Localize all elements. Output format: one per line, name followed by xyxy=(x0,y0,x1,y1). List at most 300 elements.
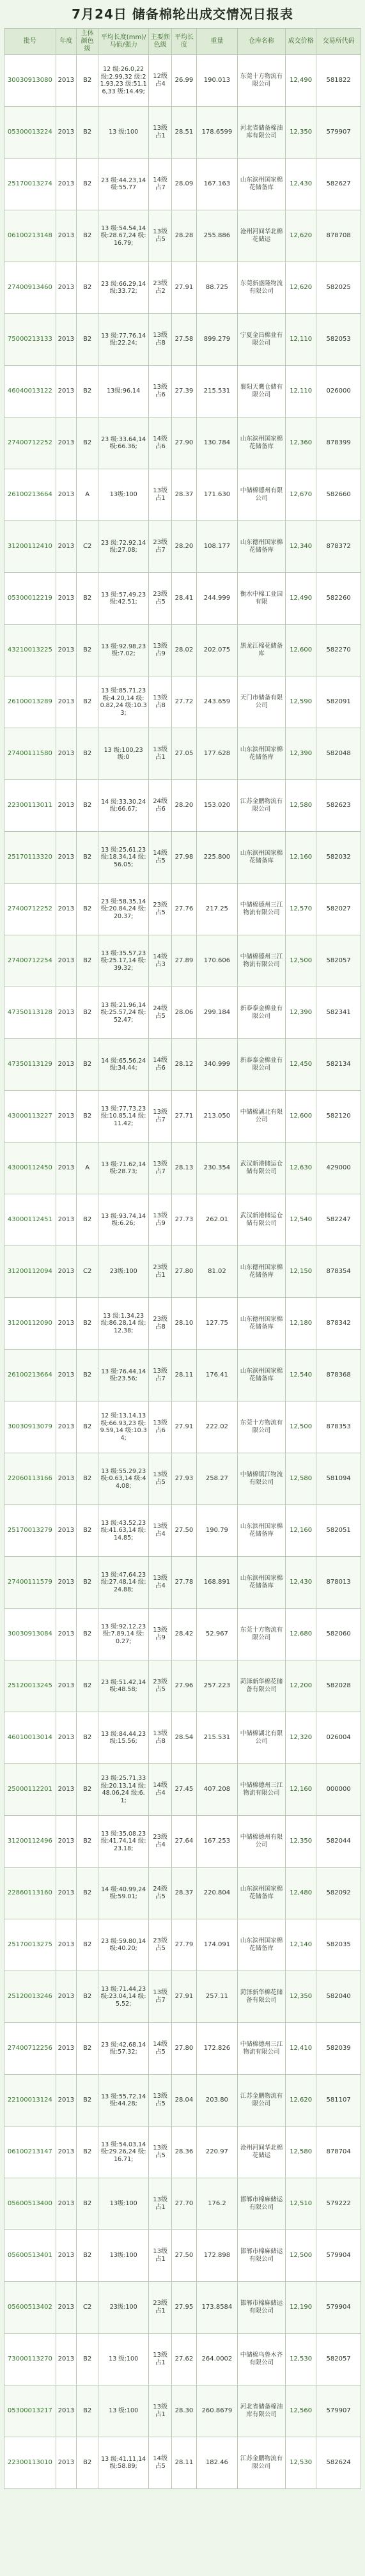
exchange-code-cell: 582053 xyxy=(316,314,361,366)
warehouse-cell: 中储棉镇江物流有限公司 xyxy=(238,1453,286,1505)
color-grade-cell: B2 xyxy=(77,2075,98,2127)
weight-cell: 167.163 xyxy=(196,159,238,210)
table-row xyxy=(4,780,361,832)
color-grade-cell: B2 xyxy=(77,1660,98,1712)
grade-breakdown-cell: 13 级:43.52,23 级:41.63,14 级:14.85; xyxy=(98,1505,149,1557)
exchange-code-cell: 582341 xyxy=(316,987,361,1039)
weight-cell: 257.223 xyxy=(196,1660,238,1712)
lot-number-cell: 26100213664 xyxy=(4,469,56,521)
weight-cell: 171.630 xyxy=(196,469,238,521)
table-row xyxy=(4,159,361,210)
warehouse-cell: 黑龙江棉花储备库 xyxy=(238,625,286,676)
exchange-code-cell: 581107 xyxy=(316,2075,361,2127)
year-cell: 2013 xyxy=(56,1660,76,1712)
grade-breakdown-cell: 13 级:77.73,23 级:10.85,14 级:11.42; xyxy=(98,1091,149,1143)
color-grade-cell: B2 xyxy=(77,2178,98,2230)
price-cell: 12,540 xyxy=(285,1194,316,1246)
main-grade-cell: 13级占5 xyxy=(149,2075,172,2127)
color-grade-cell: B2 xyxy=(77,2334,98,2385)
lot-number-cell: 22060113166 xyxy=(4,1453,56,1505)
table-row xyxy=(4,1816,361,1868)
exchange-code-cell: 878013 xyxy=(316,1557,361,1609)
price-cell: 12,160 xyxy=(285,832,316,884)
lot-number-cell: 25170013275 xyxy=(4,1919,56,1971)
table-row xyxy=(4,1453,361,1505)
header-cell: 重量 xyxy=(196,29,238,55)
weight-cell: 177.628 xyxy=(196,728,238,780)
lot-number-cell: 25120013246 xyxy=(4,1971,56,2023)
table-row xyxy=(4,2282,361,2334)
header-cell: 主要颜色级 xyxy=(149,29,172,55)
main-grade-cell: 23级占1 xyxy=(149,1246,172,1298)
table-row xyxy=(4,469,361,521)
warehouse-cell: 山东滨州国家棉花储备库 xyxy=(238,728,286,780)
price-cell: 12,110 xyxy=(285,314,316,366)
avg-length-cell: 27.93 xyxy=(172,1453,196,1505)
color-grade-cell: B2 xyxy=(77,625,98,676)
year-cell: 2013 xyxy=(56,1091,76,1143)
exchange-code-cell: 579904 xyxy=(316,2230,361,2282)
weight-cell: 899.279 xyxy=(196,314,238,366)
exchange-code-cell: 582044 xyxy=(316,1816,361,1868)
grade-breakdown-cell: 13 级:71.62,14 级:28.73; xyxy=(98,1143,149,1194)
main-grade-cell: 13级占4 xyxy=(149,1557,172,1609)
grade-breakdown-cell: 13 级:41.11,14 级:58.89; xyxy=(98,2437,149,2489)
lot-number-cell: 47350113128 xyxy=(4,987,56,1039)
warehouse-cell: 宁夏金昌棉业有限公司 xyxy=(238,314,286,366)
price-cell: 12,570 xyxy=(285,884,316,935)
lot-number-cell: 30030913084 xyxy=(4,1609,56,1660)
grade-breakdown-cell: 13 级:71.44,23 级:23.04,14 级:5.52; xyxy=(98,1971,149,2023)
page-title: 7月24日 储备棉轮出成交情况日报表 xyxy=(72,6,293,22)
main-grade-cell: 13级占8 xyxy=(149,676,172,728)
warehouse-cell: 邯郸市棉麻储运有限公司 xyxy=(238,2230,286,2282)
exchange-code-cell: 582060 xyxy=(316,1609,361,1660)
price-cell: 12,540 xyxy=(285,1350,316,1401)
warehouse-cell: 山东德州国家棉花储备库 xyxy=(238,1298,286,1350)
header-cell: 平均长度 xyxy=(172,29,196,55)
year-cell: 2013 xyxy=(56,728,76,780)
warehouse-cell: 山东德州国家棉花储备库 xyxy=(238,1246,286,1298)
lot-number-cell: 30030913079 xyxy=(4,1401,56,1453)
table-row xyxy=(4,832,361,884)
main-grade-cell: 14级占5 xyxy=(149,832,172,884)
exchange-code-cell: 429000 xyxy=(316,1143,361,1194)
exchange-code-cell: 000000 xyxy=(316,1764,361,1816)
lot-number-cell: 43000113227 xyxy=(4,1091,56,1143)
avg-length-cell: 27.90 xyxy=(172,418,196,469)
price-cell: 12,430 xyxy=(285,1557,316,1609)
grade-breakdown-cell: 13 级:35.08,23 级:41.74,14 级:23.18; xyxy=(98,1816,149,1868)
price-cell: 12,620 xyxy=(285,210,316,262)
main-grade-cell: 13级占1 xyxy=(149,728,172,780)
price-cell: 12,530 xyxy=(285,2334,316,2385)
warehouse-cell: 江苏金鹏物流有限公司 xyxy=(238,2437,286,2489)
lot-number-cell: 27400712254 xyxy=(4,935,56,987)
table-row xyxy=(4,2334,361,2385)
weight-cell: 203.80 xyxy=(196,2075,238,2127)
year-cell: 2013 xyxy=(56,1143,76,1194)
warehouse-cell: 衡水中棉工业园有限 xyxy=(238,573,286,625)
table-row xyxy=(4,1350,361,1401)
table-row xyxy=(4,418,361,469)
table-row xyxy=(4,676,361,728)
table-body xyxy=(4,55,361,2489)
grade-breakdown-cell: 13级:96.14 xyxy=(98,366,149,418)
lot-number-cell: 27400712256 xyxy=(4,2023,56,2075)
lot-number-cell: 27400111580 xyxy=(4,728,56,780)
color-grade-cell: B2 xyxy=(77,676,98,728)
exchange-code-cell: 582032 xyxy=(316,832,361,884)
avg-length-cell: 28.06 xyxy=(172,987,196,1039)
price-cell: 12,390 xyxy=(285,987,316,1039)
lot-number-cell: 26100013289 xyxy=(4,676,56,728)
lot-number-cell: 22300113010 xyxy=(4,2437,56,2489)
avg-length-cell: 28.20 xyxy=(172,521,196,573)
exchange-code-cell: 582092 xyxy=(316,1868,361,1919)
grade-breakdown-cell: 13 级:93.74,14 级:6.26; xyxy=(98,1194,149,1246)
color-grade-cell: B2 xyxy=(77,262,98,314)
exchange-code-cell: 579907 xyxy=(316,2385,361,2437)
main-grade-cell: 13级占7 xyxy=(149,1091,172,1143)
price-cell: 12,500 xyxy=(285,935,316,987)
avg-length-cell: 27.72 xyxy=(172,676,196,728)
year-cell: 2013 xyxy=(56,2437,76,2489)
price-cell: 12,450 xyxy=(285,1039,316,1091)
price-cell: 12,500 xyxy=(285,2230,316,2282)
warehouse-cell: 中储棉德州有限公司 xyxy=(238,469,286,521)
table-row xyxy=(4,1039,361,1091)
price-cell: 12,140 xyxy=(285,1919,316,1971)
avg-length-cell: 27.89 xyxy=(172,935,196,987)
price-cell: 12,600 xyxy=(285,625,316,676)
price-cell: 12,490 xyxy=(285,573,316,625)
price-cell: 12,510 xyxy=(285,2178,316,2230)
avg-length-cell: 28.04 xyxy=(172,2075,196,2127)
table-row xyxy=(4,2023,361,2075)
main-grade-cell: 13级占9 xyxy=(149,625,172,676)
lot-number-cell: 27400712252 xyxy=(4,418,56,469)
warehouse-cell: 中储棉湖北有限公司 xyxy=(238,1712,286,1764)
lot-number-cell: 05600513400 xyxy=(4,2178,56,2230)
exchange-code-cell: 582057 xyxy=(316,935,361,987)
avg-length-cell: 28.36 xyxy=(172,2127,196,2178)
year-cell: 2013 xyxy=(56,159,76,210)
color-grade-cell: B2 xyxy=(77,935,98,987)
weight-cell: 215.531 xyxy=(196,1712,238,1764)
table-row xyxy=(4,2075,361,2127)
grade-breakdown-cell: 13 级:92.12,23 级:7.89,14 级:0.27; xyxy=(98,1609,149,1660)
year-cell: 2013 xyxy=(56,573,76,625)
lot-number-cell: 22860113160 xyxy=(4,1868,56,1919)
avg-length-cell: 27.58 xyxy=(172,314,196,366)
header-cell: 主体颜色级 xyxy=(77,29,98,55)
price-cell: 12,580 xyxy=(285,780,316,832)
main-grade-cell: 14级占5 xyxy=(149,2023,172,2075)
warehouse-cell: 中储棉德州三江物流有限公司 xyxy=(238,884,286,935)
avg-length-cell: 27.50 xyxy=(172,2230,196,2282)
lot-number-cell: 43210013225 xyxy=(4,625,56,676)
warehouse-cell: 新泰泰金棉业有限公司 xyxy=(238,987,286,1039)
avg-length-cell: 28.20 xyxy=(172,780,196,832)
color-grade-cell: B2 xyxy=(77,1401,98,1453)
grade-breakdown-cell: 13 级:1.34,23 级:86.28,14 级:12.38; xyxy=(98,1298,149,1350)
avg-length-cell: 26.99 xyxy=(172,55,196,107)
warehouse-cell: 河北省储备棉油库有限公司 xyxy=(238,2385,286,2437)
table-row xyxy=(4,987,361,1039)
header-cell: 批号 xyxy=(4,29,56,55)
avg-length-cell: 28.51 xyxy=(172,107,196,159)
lot-number-cell: 05600513401 xyxy=(4,2230,56,2282)
color-grade-cell: B2 xyxy=(77,884,98,935)
lot-number-cell: 27400913460 xyxy=(4,262,56,314)
main-grade-cell: 23级占4 xyxy=(149,1816,172,1868)
warehouse-cell: 中储棉德州有限公司 xyxy=(238,1816,286,1868)
weight-cell: 173.8584 xyxy=(196,2282,238,2334)
exchange-code-cell: 579222 xyxy=(316,2178,361,2230)
weight-cell: 222.02 xyxy=(196,1401,238,1453)
table-row xyxy=(4,1764,361,1816)
lot-number-cell: 31200112410 xyxy=(4,521,56,573)
year-cell: 2013 xyxy=(56,1764,76,1816)
price-cell: 12,580 xyxy=(285,1453,316,1505)
warehouse-cell: 江苏金鹏物流有限公司 xyxy=(238,780,286,832)
warehouse-cell: 中储棉乌鲁木齐有限公司 xyxy=(238,2334,286,2385)
year-cell: 2013 xyxy=(56,935,76,987)
main-grade-cell: 13级占9 xyxy=(149,1609,172,1660)
warehouse-cell: 山东滨州国家棉花储备库 xyxy=(238,1557,286,1609)
year-cell: 2013 xyxy=(56,987,76,1039)
main-grade-cell: 23级占5 xyxy=(149,573,172,625)
weight-cell: 340.999 xyxy=(196,1039,238,1091)
lot-number-cell: 31200112090 xyxy=(4,1298,56,1350)
grade-breakdown-cell: 13 级:54.03,14 级:29.26,24 级:16.71; xyxy=(98,2127,149,2178)
exchange-code-cell: 579904 xyxy=(316,2282,361,2334)
main-grade-cell: 14级占7 xyxy=(149,159,172,210)
exchange-code-cell: 878708 xyxy=(316,210,361,262)
weight-cell: 172.898 xyxy=(196,2230,238,2282)
header-cell: 交易所代码 xyxy=(316,29,361,55)
lot-number-cell: 73000113270 xyxy=(4,2334,56,2385)
warehouse-cell: 江苏金鹏物流有限公司 xyxy=(238,2075,286,2127)
grade-breakdown-cell: 13 级:92.98,23 级:7.02; xyxy=(98,625,149,676)
grade-breakdown-cell: 13 级:76.44,14 级:23.56; xyxy=(98,1350,149,1401)
price-cell: 12,620 xyxy=(285,262,316,314)
weight-cell: 217.25 xyxy=(196,884,238,935)
color-grade-cell: B2 xyxy=(77,159,98,210)
year-cell: 2013 xyxy=(56,1039,76,1091)
weight-cell: 167.253 xyxy=(196,1816,238,1868)
warehouse-cell: 东莞十方物流有限公司 xyxy=(238,1609,286,1660)
table-row xyxy=(4,935,361,987)
header-cell: 仓库名称 xyxy=(238,29,286,55)
exchange-code-cell: 582091 xyxy=(316,676,361,728)
warehouse-cell: 山东滨州国家棉花储备库 xyxy=(238,159,286,210)
main-grade-cell: 13级占8 xyxy=(149,1712,172,1764)
color-grade-cell: B2 xyxy=(77,2437,98,2489)
grade-breakdown-cell: 23 级:51.42,14 级:48.58; xyxy=(98,1660,149,1712)
avg-length-cell: 27.05 xyxy=(172,728,196,780)
table-row xyxy=(4,1505,361,1557)
main-grade-cell: 13级占1 xyxy=(149,469,172,521)
price-cell: 12,630 xyxy=(285,1143,316,1194)
exchange-code-cell: 581094 xyxy=(316,1453,361,1505)
avg-length-cell: 28.11 xyxy=(172,2437,196,2489)
color-grade-cell: B2 xyxy=(77,418,98,469)
grade-breakdown-cell: 13 级:85.71,23 级:4.20,14 级:0.82,24 级:10.33; xyxy=(98,676,149,728)
color-grade-cell: B2 xyxy=(77,1505,98,1557)
weight-cell: 407.208 xyxy=(196,1764,238,1816)
year-cell: 2013 xyxy=(56,676,76,728)
table-row xyxy=(4,107,361,159)
lot-number-cell: 05300013217 xyxy=(4,2385,56,2437)
table-row xyxy=(4,2437,361,2489)
grade-breakdown-cell: 14 级:40.99,24 级:59.01; xyxy=(98,1868,149,1919)
avg-length-cell: 27.73 xyxy=(172,1194,196,1246)
table-row xyxy=(4,1609,361,1660)
main-grade-cell: 13级占4 xyxy=(149,1505,172,1557)
avg-length-cell: 28.54 xyxy=(172,1712,196,1764)
grade-breakdown-cell: 13 级:100 xyxy=(98,2334,149,2385)
color-grade-cell: B2 xyxy=(77,832,98,884)
price-cell: 12,390 xyxy=(285,728,316,780)
header-cell: 年度 xyxy=(56,29,76,55)
table-row xyxy=(4,1143,361,1194)
weight-cell: 88.725 xyxy=(196,262,238,314)
avg-length-cell: 28.12 xyxy=(172,1039,196,1091)
weight-cell: 213.050 xyxy=(196,1091,238,1143)
price-cell: 12,480 xyxy=(285,1868,316,1919)
color-grade-cell: B2 xyxy=(77,1298,98,1350)
table-row xyxy=(4,1246,361,1298)
year-cell: 2013 xyxy=(56,2178,76,2230)
weight-cell: 244.999 xyxy=(196,573,238,625)
warehouse-cell: 武汉新港储运仓储有限公司 xyxy=(238,1143,286,1194)
table-row xyxy=(4,884,361,935)
exchange-code-cell: 582623 xyxy=(316,780,361,832)
color-grade-cell: B2 xyxy=(77,2385,98,2437)
color-grade-cell: B2 xyxy=(77,2023,98,2075)
lot-number-cell: 22100013124 xyxy=(4,2075,56,2127)
price-cell: 12,490 xyxy=(285,55,316,107)
main-grade-cell: 24级占5 xyxy=(149,987,172,1039)
lot-number-cell: 31200112496 xyxy=(4,1816,56,1868)
lot-number-cell: 05300012219 xyxy=(4,573,56,625)
color-grade-cell: C2 xyxy=(77,2282,98,2334)
color-grade-cell: B2 xyxy=(77,314,98,366)
weight-cell: 255.886 xyxy=(196,210,238,262)
avg-length-cell: 27.70 xyxy=(172,2178,196,2230)
grade-breakdown-cell: 13 级:84.44,23 级:15.56; xyxy=(98,1712,149,1764)
price-cell: 12,410 xyxy=(285,2023,316,2075)
grade-breakdown-cell: 23 级:59.80,14 级:40.20; xyxy=(98,1919,149,1971)
lot-number-cell: 30030913080 xyxy=(4,55,56,107)
price-cell: 12,530 xyxy=(285,2437,316,2489)
avg-length-cell: 28.28 xyxy=(172,210,196,262)
warehouse-cell: 山东滨州国家棉花储备库 xyxy=(238,1868,286,1919)
warehouse-cell: 中储棉湖北有限公司 xyxy=(238,1091,286,1143)
main-grade-cell: 23级占7 xyxy=(149,521,172,573)
main-grade-cell: 14级占5 xyxy=(149,2437,172,2489)
color-grade-cell: B2 xyxy=(77,1453,98,1505)
table-row xyxy=(4,210,361,262)
price-cell: 12,350 xyxy=(285,107,316,159)
table-row xyxy=(4,1919,361,1971)
price-cell: 12,360 xyxy=(285,418,316,469)
lot-number-cell: 46010013014 xyxy=(4,1712,56,1764)
price-cell: 12,180 xyxy=(285,1298,316,1350)
table-row xyxy=(4,1868,361,1919)
lot-number-cell: 06100213147 xyxy=(4,2127,56,2178)
price-cell: 12,150 xyxy=(285,1246,316,1298)
avg-length-cell: 27.80 xyxy=(172,1246,196,1298)
weight-cell: 258.27 xyxy=(196,1453,238,1505)
weight-cell: 220.804 xyxy=(196,1868,238,1919)
year-cell: 2013 xyxy=(56,262,76,314)
avg-length-cell: 28.37 xyxy=(172,1868,196,1919)
grade-breakdown-cell: 13 级:100 xyxy=(98,107,149,159)
main-grade-cell: 13级占7 xyxy=(149,1143,172,1194)
avg-length-cell: 27.62 xyxy=(172,2334,196,2385)
year-cell: 2013 xyxy=(56,1453,76,1505)
main-grade-cell: 13级占1 xyxy=(149,2178,172,2230)
table-row xyxy=(4,2385,361,2437)
color-grade-cell: B2 xyxy=(77,1868,98,1919)
weight-cell: 127.75 xyxy=(196,1298,238,1350)
main-grade-cell: 23级占1 xyxy=(149,2282,172,2334)
avg-length-cell: 27.71 xyxy=(172,1091,196,1143)
price-cell: 12,590 xyxy=(285,676,316,728)
lot-number-cell: 47350113129 xyxy=(4,1039,56,1091)
warehouse-cell: 沧州河间华北棉花储运 xyxy=(238,210,286,262)
avg-length-cell: 28.13 xyxy=(172,1143,196,1194)
price-cell: 12,350 xyxy=(285,1971,316,2023)
price-cell: 12,580 xyxy=(285,2127,316,2178)
year-cell: 2013 xyxy=(56,1868,76,1919)
year-cell: 2013 xyxy=(56,314,76,366)
lot-number-cell: 22300113011 xyxy=(4,780,56,832)
warehouse-cell: 山东滨州国家棉花储备库 xyxy=(238,1919,286,1971)
warehouse-cell: 襄阳天鹰仓储有限公司 xyxy=(238,366,286,418)
weight-cell: 182.46 xyxy=(196,2437,238,2489)
year-cell: 2013 xyxy=(56,107,76,159)
grade-breakdown-cell: 13 级:57.49,23 级:42.51; xyxy=(98,573,149,625)
warehouse-cell: 中储棉德州三江物流有限公司 xyxy=(238,2023,286,2075)
year-cell: 2013 xyxy=(56,418,76,469)
warehouse-cell: 菏泽新华棉花储备有限公司 xyxy=(238,1971,286,2023)
color-grade-cell: C2 xyxy=(77,1246,98,1298)
exchange-code-cell: 582051 xyxy=(316,1505,361,1557)
exchange-code-cell: 582627 xyxy=(316,159,361,210)
grade-breakdown-cell: 13级:100 xyxy=(98,2178,149,2230)
lot-number-cell: 06100213148 xyxy=(4,210,56,262)
weight-cell: 153.020 xyxy=(196,780,238,832)
grade-breakdown-cell: 13 级:77.76,14 级:22.24; xyxy=(98,314,149,366)
color-grade-cell: B2 xyxy=(77,1764,98,1816)
avg-length-cell: 28.41 xyxy=(172,573,196,625)
main-grade-cell: 23级占5 xyxy=(149,1660,172,1712)
year-cell: 2013 xyxy=(56,2385,76,2437)
table-row xyxy=(4,573,361,625)
table-header-row xyxy=(4,29,361,55)
avg-length-cell: 27.95 xyxy=(172,2282,196,2334)
main-grade-cell: 13级占7 xyxy=(149,1350,172,1401)
year-cell: 2013 xyxy=(56,1298,76,1350)
price-cell: 12,160 xyxy=(285,1505,316,1557)
price-cell: 12,200 xyxy=(285,1660,316,1712)
exchange-code-cell: 878704 xyxy=(316,2127,361,2178)
grade-breakdown-cell: 14 级:33.30,24 级:66.67; xyxy=(98,780,149,832)
